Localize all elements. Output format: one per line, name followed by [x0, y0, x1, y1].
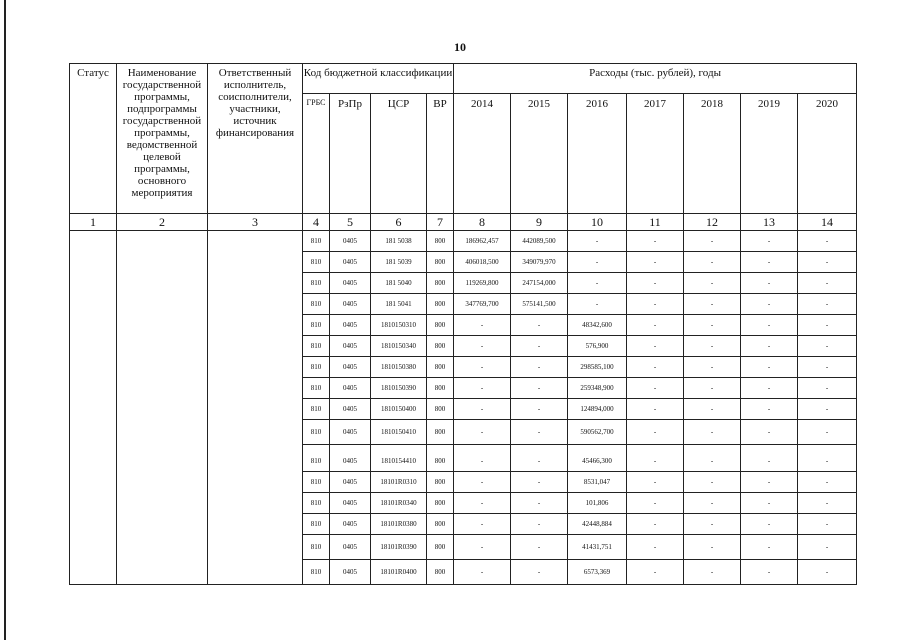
cell-y2016: 48342,600: [568, 315, 627, 336]
cell-y2018: -: [684, 472, 741, 493]
column-number: 7: [427, 214, 454, 231]
cell-y2015: -: [511, 378, 568, 399]
header-executor: Ответственный исполнитель, соисполнители, участники, источник финансирования: [208, 64, 303, 214]
header-grbs: ГРБС: [303, 94, 330, 214]
cell-y2018: -: [684, 273, 741, 294]
cell-csr: 1810150400: [371, 399, 427, 420]
cell-y2019: -: [741, 294, 798, 315]
cell-y2016: -: [568, 294, 627, 315]
cell-y2020: -: [798, 252, 857, 273]
cell-y2019: -: [741, 399, 798, 420]
column-number: 8: [454, 214, 511, 231]
cell-y2017: -: [627, 399, 684, 420]
cell-vr: 800: [427, 273, 454, 294]
cell-rzpr: 0405: [330, 399, 371, 420]
cell-y2014: 406018,500: [454, 252, 511, 273]
cell-rzpr: 0405: [330, 560, 371, 585]
header-csr: ЦСР: [371, 94, 427, 214]
header-budget-code: Код бюджетной классификации: [303, 64, 454, 94]
cell-grbs: 810: [303, 231, 330, 252]
cell-csr: 1810150340: [371, 336, 427, 357]
cell-y2018: -: [684, 514, 741, 535]
column-number: 9: [511, 214, 568, 231]
cell-y2014: -: [454, 336, 511, 357]
cell-y2015: -: [511, 357, 568, 378]
column-number: 5: [330, 214, 371, 231]
cell-y2016: 298585,100: [568, 357, 627, 378]
cell-rzpr: 0405: [330, 252, 371, 273]
cell-y2015: -: [511, 535, 568, 560]
cell-grbs: 810: [303, 336, 330, 357]
cell-y2016: 101,806: [568, 493, 627, 514]
cell-csr: 1810154410: [371, 445, 427, 472]
cell-y2020: -: [798, 231, 857, 252]
cell-grbs: 810: [303, 273, 330, 294]
cell-csr: 1810150390: [371, 378, 427, 399]
cell-vr: 800: [427, 315, 454, 336]
cell-y2017: -: [627, 493, 684, 514]
cell-y2014: 186962,457: [454, 231, 511, 252]
cell-rzpr: 0405: [330, 357, 371, 378]
cell-csr: 181 5040: [371, 273, 427, 294]
cell-csr: 181 5041: [371, 294, 427, 315]
cell-y2018: -: [684, 445, 741, 472]
cell-y2020: -: [798, 315, 857, 336]
cell-vr: 800: [427, 535, 454, 560]
cell-grbs: 810: [303, 357, 330, 378]
column-number: 1: [70, 214, 117, 231]
cell-y2019: -: [741, 357, 798, 378]
cell-vr: 800: [427, 378, 454, 399]
cell-y2015: -: [511, 420, 568, 445]
cell-y2016: 576,900: [568, 336, 627, 357]
cell-y2018: -: [684, 252, 741, 273]
cell-y2018: -: [684, 231, 741, 252]
column-number: 14: [798, 214, 857, 231]
cell-grbs: 810: [303, 315, 330, 336]
table-body: [70, 231, 857, 585]
column-number: 4: [303, 214, 330, 231]
cell-y2019: -: [741, 420, 798, 445]
header-vr: ВР: [427, 94, 454, 214]
cell-y2018: -: [684, 420, 741, 445]
cell-y2017: -: [627, 231, 684, 252]
column-number: 6: [371, 214, 427, 231]
cell-rzpr: 0405: [330, 420, 371, 445]
cell-y2014: -: [454, 399, 511, 420]
cell-y2014: -: [454, 493, 511, 514]
cell-y2017: -: [627, 560, 684, 585]
page-edge-line: [4, 0, 6, 640]
header-expenses: Расходы (тыс. рублей), годы: [454, 64, 857, 94]
column-number: 12: [684, 214, 741, 231]
cell-y2015: 349079,970: [511, 252, 568, 273]
cell-y2016: -: [568, 231, 627, 252]
cell-grbs: 810: [303, 399, 330, 420]
cell-rzpr: 0405: [330, 378, 371, 399]
cell-y2014: -: [454, 315, 511, 336]
name-cell: [117, 231, 208, 585]
cell-y2017: -: [627, 252, 684, 273]
cell-vr: 800: [427, 420, 454, 445]
cell-rzpr: 0405: [330, 514, 371, 535]
cell-y2016: 590562,700: [568, 420, 627, 445]
cell-y2016: 45466,300: [568, 445, 627, 472]
cell-y2017: -: [627, 472, 684, 493]
cell-y2020: -: [798, 357, 857, 378]
cell-vr: 800: [427, 357, 454, 378]
cell-y2016: -: [568, 252, 627, 273]
cell-csr: 18101R0340: [371, 493, 427, 514]
cell-y2020: -: [798, 420, 857, 445]
cell-y2017: -: [627, 514, 684, 535]
table-row: [70, 231, 857, 252]
cell-y2014: 119269,800: [454, 273, 511, 294]
header-year-2020: 2020: [798, 94, 857, 214]
cell-rzpr: 0405: [330, 231, 371, 252]
cell-csr: 18101R0380: [371, 514, 427, 535]
table-header: [70, 64, 857, 231]
cell-csr: 1810150310: [371, 315, 427, 336]
cell-rzpr: 0405: [330, 493, 371, 514]
cell-y2015: 442089,500: [511, 231, 568, 252]
cell-grbs: 810: [303, 514, 330, 535]
cell-y2014: -: [454, 420, 511, 445]
cell-rzpr: 0405: [330, 472, 371, 493]
cell-y2017: -: [627, 535, 684, 560]
cell-grbs: 810: [303, 420, 330, 445]
cell-grbs: 810: [303, 493, 330, 514]
cell-y2017: -: [627, 420, 684, 445]
cell-y2016: -: [568, 273, 627, 294]
cell-csr: 181 5039: [371, 252, 427, 273]
cell-y2015: -: [511, 336, 568, 357]
cell-y2020: -: [798, 399, 857, 420]
cell-y2020: -: [798, 560, 857, 585]
cell-vr: 800: [427, 514, 454, 535]
cell-y2020: -: [798, 445, 857, 472]
column-number: 3: [208, 214, 303, 231]
cell-y2014: -: [454, 535, 511, 560]
header-year-2014: 2014: [454, 94, 511, 214]
cell-vr: 800: [427, 252, 454, 273]
cell-y2019: -: [741, 378, 798, 399]
cell-vr: 800: [427, 336, 454, 357]
cell-y2015: -: [511, 399, 568, 420]
cell-grbs: 810: [303, 294, 330, 315]
cell-y2015: -: [511, 514, 568, 535]
cell-csr: 1810150410: [371, 420, 427, 445]
cell-rzpr: 0405: [330, 294, 371, 315]
cell-y2016: 41431,751: [568, 535, 627, 560]
cell-y2019: -: [741, 560, 798, 585]
cell-y2019: -: [741, 445, 798, 472]
cell-csr: 181 5038: [371, 231, 427, 252]
cell-csr: 1810150380: [371, 357, 427, 378]
cell-y2019: -: [741, 336, 798, 357]
cell-y2014: -: [454, 514, 511, 535]
cell-y2014: -: [454, 560, 511, 585]
cell-y2019: -: [741, 514, 798, 535]
cell-y2019: -: [741, 273, 798, 294]
cell-y2018: -: [684, 378, 741, 399]
cell-y2016: 259348,900: [568, 378, 627, 399]
column-number: 2: [117, 214, 208, 231]
cell-vr: 800: [427, 472, 454, 493]
cell-y2018: -: [684, 399, 741, 420]
cell-y2014: -: [454, 378, 511, 399]
cell-y2017: -: [627, 336, 684, 357]
cell-vr: 800: [427, 445, 454, 472]
cell-y2016: 124894,000: [568, 399, 627, 420]
cell-vr: 800: [427, 399, 454, 420]
cell-y2017: -: [627, 445, 684, 472]
cell-y2017: -: [627, 357, 684, 378]
cell-rzpr: 0405: [330, 315, 371, 336]
header-year-2017: 2017: [627, 94, 684, 214]
cell-y2020: -: [798, 336, 857, 357]
column-number: 13: [741, 214, 798, 231]
cell-y2019: -: [741, 315, 798, 336]
cell-y2020: -: [798, 535, 857, 560]
cell-y2014: 347769,700: [454, 294, 511, 315]
cell-y2016: 42448,884: [568, 514, 627, 535]
cell-y2015: -: [511, 445, 568, 472]
cell-grbs: 810: [303, 472, 330, 493]
cell-y2015: -: [511, 560, 568, 585]
header-year-2018: 2018: [684, 94, 741, 214]
cell-y2017: -: [627, 273, 684, 294]
cell-y2016: 6573,369: [568, 560, 627, 585]
executor-cell: [208, 231, 303, 585]
cell-y2019: -: [741, 493, 798, 514]
cell-y2014: -: [454, 445, 511, 472]
cell-y2018: -: [684, 493, 741, 514]
cell-grbs: 810: [303, 445, 330, 472]
cell-grbs: 810: [303, 378, 330, 399]
cell-grbs: 810: [303, 560, 330, 585]
header-name: Наименование государственной программы, подпрограммы государственной программы, ведомственной целевой программы, основного мероприятия: [117, 64, 208, 214]
cell-y2019: -: [741, 231, 798, 252]
cell-y2015: -: [511, 493, 568, 514]
cell-y2018: -: [684, 535, 741, 560]
cell-y2018: -: [684, 560, 741, 585]
cell-csr: 18101R0390: [371, 535, 427, 560]
column-number-row: [70, 214, 857, 231]
cell-y2020: -: [798, 294, 857, 315]
cell-vr: 800: [427, 560, 454, 585]
page-number: 10: [454, 40, 466, 54]
header-year-2015: 2015: [511, 94, 568, 214]
cell-csr: 18101R0310: [371, 472, 427, 493]
budget-table: [69, 63, 857, 585]
cell-y2016: 8531,047: [568, 472, 627, 493]
cell-rzpr: 0405: [330, 336, 371, 357]
cell-y2019: -: [741, 252, 798, 273]
cell-y2014: -: [454, 357, 511, 378]
cell-rzpr: 0405: [330, 445, 371, 472]
cell-y2017: -: [627, 378, 684, 399]
column-number: 11: [627, 214, 684, 231]
cell-y2014: -: [454, 472, 511, 493]
cell-y2020: -: [798, 514, 857, 535]
cell-y2020: -: [798, 378, 857, 399]
cell-y2018: -: [684, 294, 741, 315]
status-cell: [70, 231, 117, 585]
cell-y2018: -: [684, 357, 741, 378]
header-status: Статус: [70, 64, 117, 214]
cell-y2020: -: [798, 472, 857, 493]
cell-y2019: -: [741, 472, 798, 493]
column-number: 10: [568, 214, 627, 231]
cell-vr: 800: [427, 493, 454, 514]
cell-y2015: -: [511, 315, 568, 336]
cell-rzpr: 0405: [330, 535, 371, 560]
cell-grbs: 810: [303, 535, 330, 560]
cell-y2019: -: [741, 535, 798, 560]
cell-y2015: 575141,500: [511, 294, 568, 315]
cell-vr: 800: [427, 231, 454, 252]
cell-y2018: -: [684, 315, 741, 336]
header-rzpr: РзПр: [330, 94, 371, 214]
cell-y2017: -: [627, 294, 684, 315]
header-year-2016: 2016: [568, 94, 627, 214]
cell-vr: 800: [427, 294, 454, 315]
cell-grbs: 810: [303, 252, 330, 273]
cell-y2015: -: [511, 472, 568, 493]
header-year-2019: 2019: [741, 94, 798, 214]
cell-y2020: -: [798, 493, 857, 514]
cell-rzpr: 0405: [330, 273, 371, 294]
cell-y2020: -: [798, 273, 857, 294]
cell-csr: 18101R0400: [371, 560, 427, 585]
cell-y2015: 247154,000: [511, 273, 568, 294]
cell-y2017: -: [627, 315, 684, 336]
cell-y2018: -: [684, 336, 741, 357]
